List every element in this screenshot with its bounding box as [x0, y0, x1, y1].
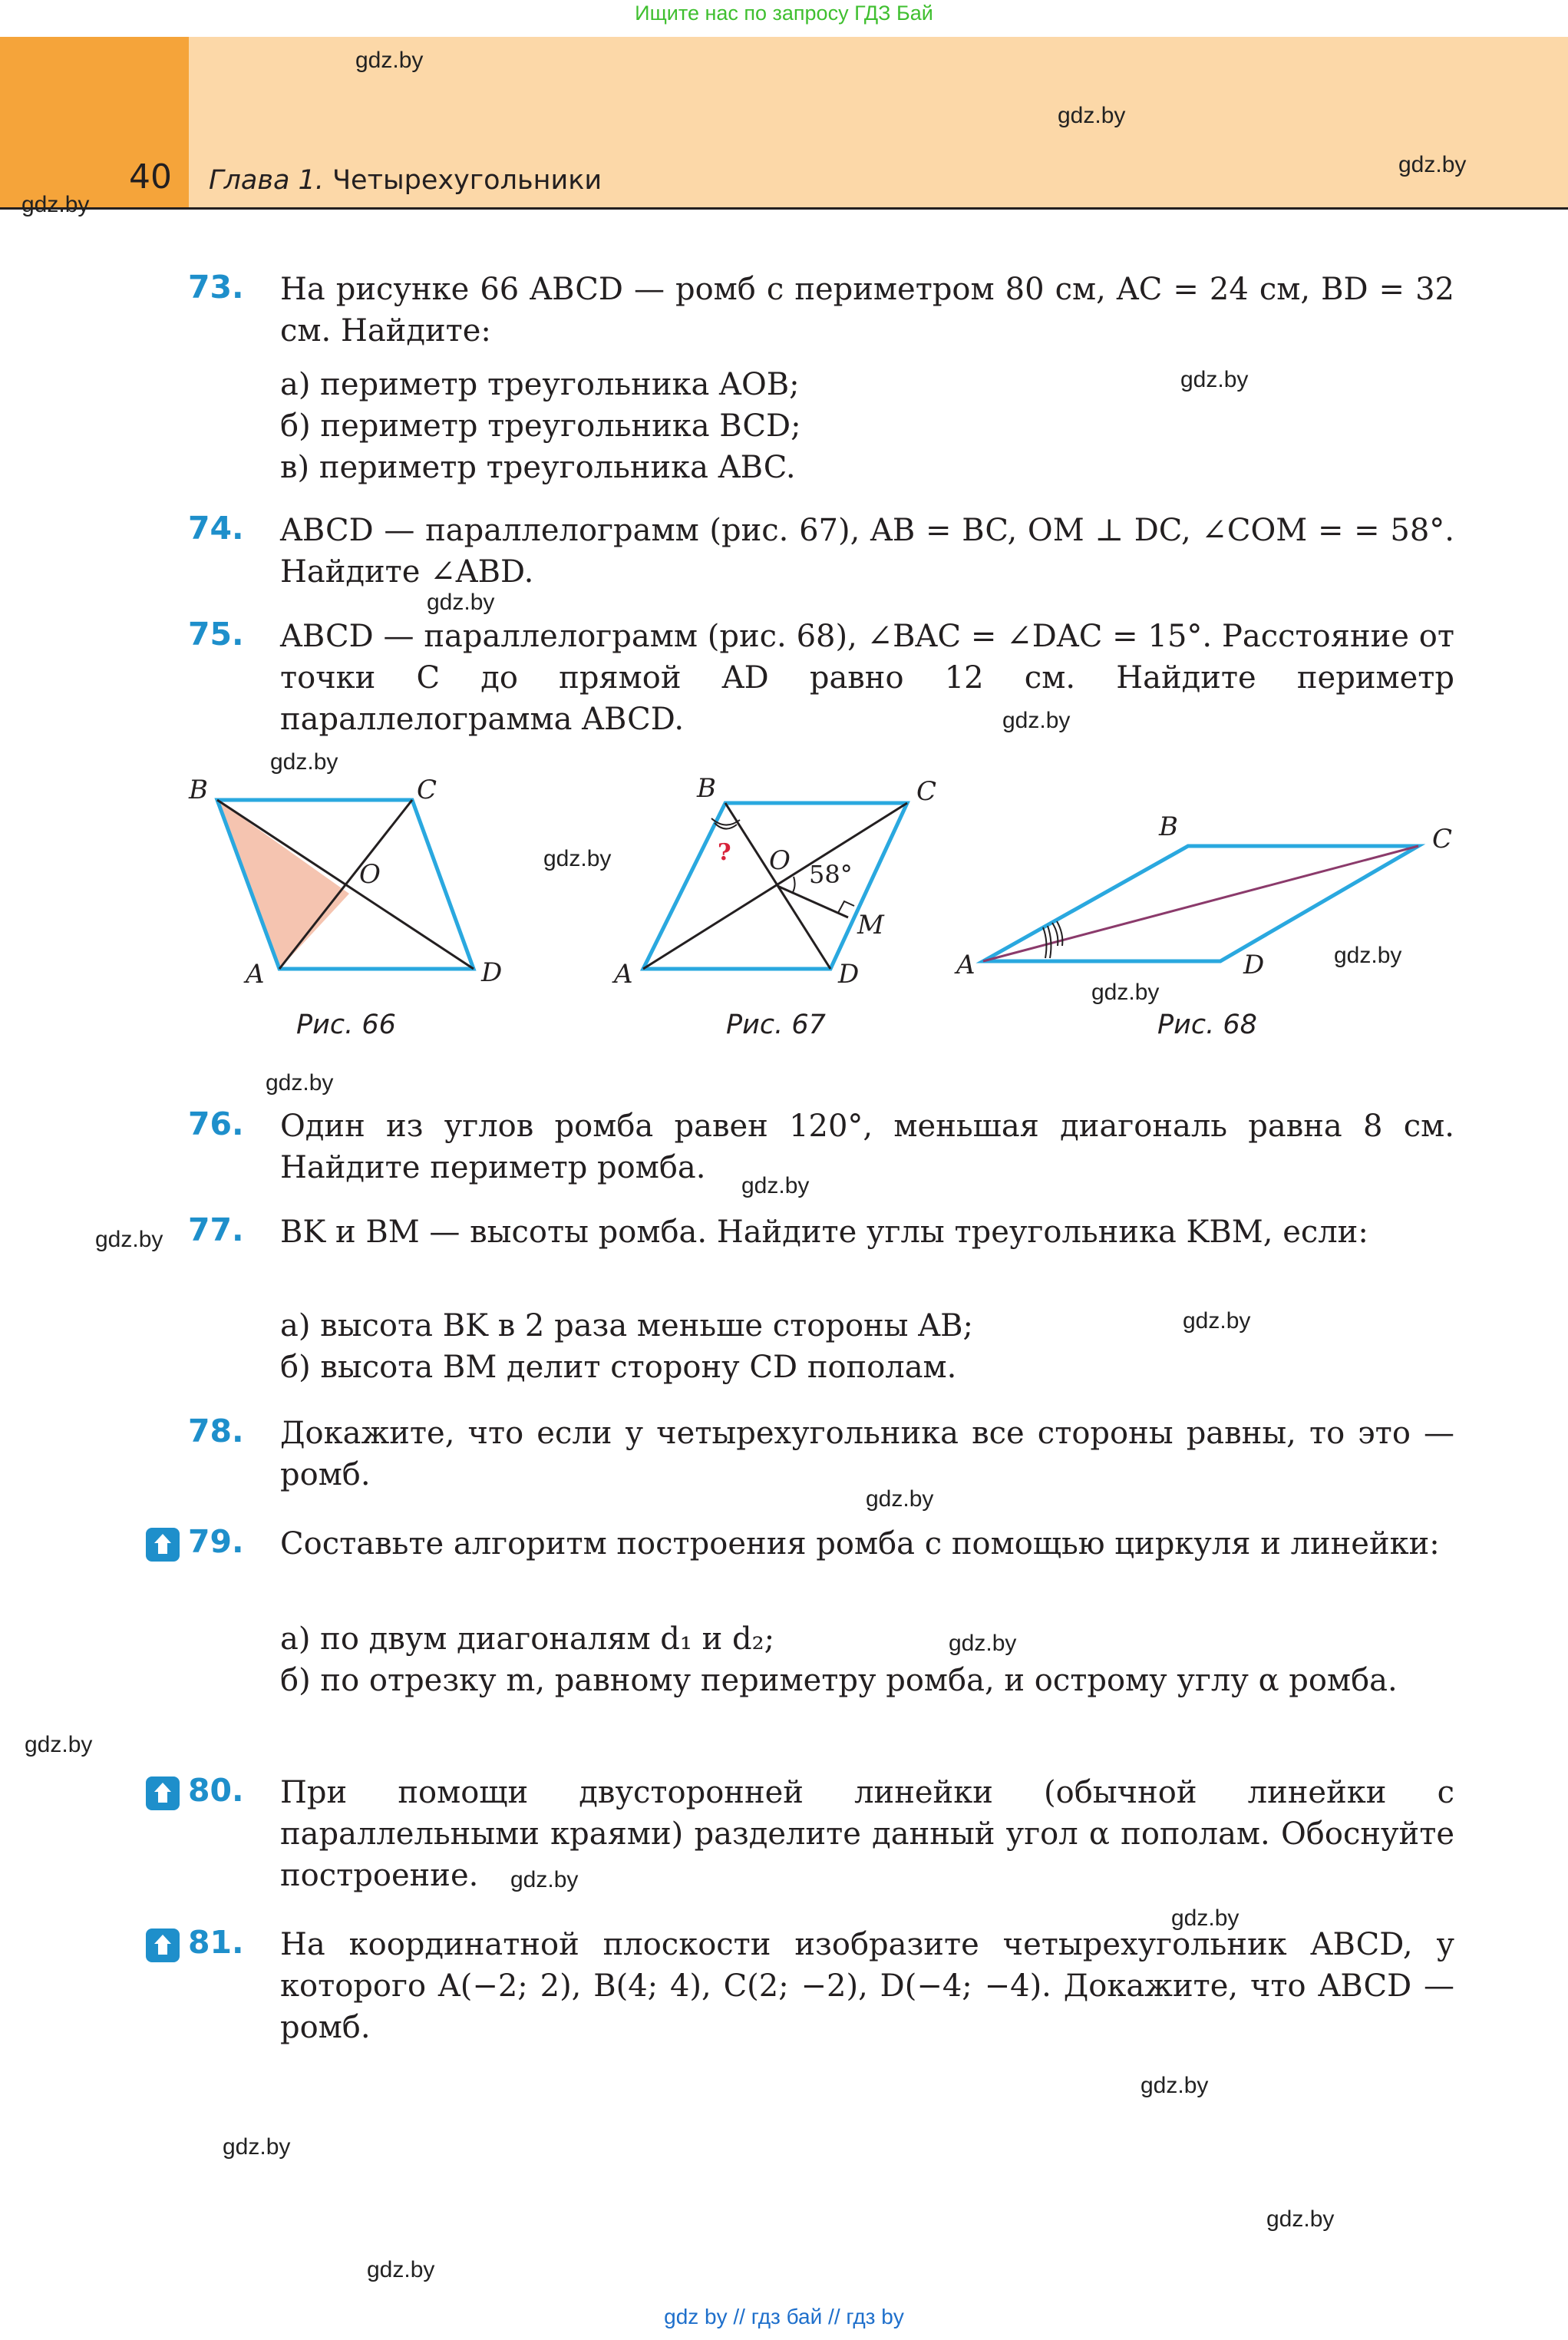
home-icon [146, 1776, 180, 1810]
problem-number: 75. [188, 616, 244, 653]
vertex-label: C [417, 775, 437, 805]
vertex-label: B [697, 773, 716, 804]
problem-number: 73. [188, 269, 244, 306]
watermark: gdz.by [949, 1631, 1017, 1656]
problem-number: 76. [188, 1106, 244, 1142]
figure-66 [188, 775, 502, 990]
watermark: gdz.by [1058, 103, 1126, 128]
header-rule [0, 207, 1568, 210]
problem-text: На координатной плоскости изобразите четырехугольник ABCD, у которого A(−2; 2), B(4; 4), C(2; −2), D(−4; −4). Докажите, что ABCD — ромб. [280, 1927, 1454, 2045]
problem-subitem: а) по двум диагоналям d₁ и d₂; [280, 1621, 775, 1657]
problem-subitem: в) периметр треугольника ABC. [280, 450, 796, 485]
figure-67 [612, 773, 936, 990]
problem-number: 79. [188, 1523, 244, 1560]
watermark: gdz.by [270, 749, 338, 775]
problem-text: BK и BM — высоты ромба. Найдите углы треугольника KBM, если: [280, 1215, 1368, 1250]
watermark: gdz.by [866, 1486, 934, 1512]
problem-subitem: б) высота BM делит сторону CD пополам. [280, 1350, 957, 1385]
page-number: 40 [129, 157, 172, 197]
problem-text: Составьте алгоритм построения ромба с помощью циркуля и линейки: [280, 1526, 1440, 1562]
watermark: gdz.by [1091, 980, 1160, 1005]
angle-arc [1043, 927, 1046, 958]
figure-caption: Рис. 68 [1157, 1010, 1257, 1040]
watermark: gdz.by [21, 192, 90, 217]
angle-arc [1048, 926, 1051, 958]
watermark: gdz.by [1002, 708, 1071, 733]
chapter-name: Четырехугольники [332, 165, 602, 196]
watermark: gdz.by [266, 1070, 334, 1096]
figures-row [0, 760, 1568, 1052]
right-angle-mark [838, 901, 854, 913]
vertex-label: A [246, 959, 265, 990]
angle-arc [792, 877, 795, 894]
watermark: gdz.by [1266, 2206, 1335, 2232]
problem-number: 74. [188, 510, 244, 547]
problem-subitem: б) периметр треугольника BCD; [280, 408, 801, 444]
chapter-label: Глава 1. [209, 165, 324, 196]
watermark: gdz.by [510, 1867, 579, 1892]
watermark: gdz.by [1334, 943, 1402, 968]
shaded-triangle [217, 800, 349, 969]
chapter-title [209, 165, 602, 196]
problem-number: 81. [188, 1924, 244, 1961]
watermark: gdz.by [355, 48, 424, 73]
watermark: gdz.by [223, 2134, 291, 2160]
problem-subitem: б) по отрезку m, равному периметру ромба, и острому углу α ромба. [280, 1663, 1398, 1698]
problem-text: При помощи двусторонней линейки (обычной линейки с параллельными краями) разделите данный угол α пополам. Обоснуйте построение. [280, 1775, 1454, 1893]
watermark: gdz.by [1171, 1905, 1240, 1931]
problem-text: На рисунке 66 ABCD — ромб с периметром 80 см, AC = 24 см, BD = 32 см. Найдите: [280, 272, 1454, 349]
figure-caption: Рис. 66 [296, 1010, 396, 1040]
watermark: gdz.by [1180, 367, 1249, 392]
watermark: gdz.by [1398, 152, 1467, 177]
watermark: gdz.by [741, 1173, 810, 1198]
vertex-label: D [838, 959, 860, 990]
vertex-label: D [1243, 950, 1265, 980]
vertex-label: O [359, 859, 381, 890]
angle-label: 58° [809, 860, 853, 889]
watermark: gdz.by [543, 846, 612, 871]
vertex-label: D [481, 957, 503, 988]
watermark: gdz.by [1183, 1308, 1251, 1334]
figure-caption: Рис. 67 [726, 1010, 826, 1040]
watermark: gdz.by [95, 1227, 163, 1252]
problem-subitem: а) высота BK в 2 раза меньше стороны AB; [280, 1308, 973, 1344]
watermark: gdz.by [25, 1732, 93, 1757]
unknown-angle-mark: ? [718, 839, 731, 866]
problem-text: ABCD — параллелограмм (рис. 68), ∠BAC = ∠DAC = 15°. Расстояние от точки C до прямой AD равно 12 см. Найдите периметр параллелограмма ABCD. [280, 619, 1454, 737]
top-banner: Ищите нас по запросу ГДЗ Бай [635, 2, 933, 25]
vertex-label: B [189, 775, 208, 805]
problem-text: ABCD — параллелограмм (рис. 67), AB = BC, OM ⊥ DC, ∠COM = = 58°. Найдите ∠ABD. [280, 513, 1454, 590]
figure-68 [954, 811, 1452, 980]
vertex-label: B [1159, 811, 1178, 842]
problem-number: 77. [188, 1211, 244, 1248]
diagonal-ac [983, 846, 1418, 961]
home-icon [146, 1528, 180, 1562]
problem-number: 80. [188, 1772, 244, 1809]
watermark: gdz.by [1141, 2073, 1209, 2098]
home-icon [146, 1929, 180, 1962]
vertex-label: A [614, 959, 633, 990]
vertex-label: C [916, 776, 937, 807]
vertex-label: M [857, 910, 884, 940]
problem-text: Один из углов ромба равен 120°, меньшая диагональ равна 8 см. Найдите периметр ромба. [280, 1109, 1454, 1185]
problem-number: 78. [188, 1413, 244, 1449]
vertex-label: O [769, 845, 791, 876]
vertex-label: C [1432, 824, 1453, 854]
problem-subitem: а) периметр треугольника AOB; [280, 367, 800, 402]
footer-links: gdz by // гдз бай // гдз by [664, 2305, 904, 2328]
problem-text: Докажите, что если у четырехугольника все стороны равны, то это — ромб. [280, 1416, 1454, 1492]
vertex-label: A [956, 950, 975, 980]
watermark: gdz.by [367, 2257, 435, 2282]
watermark: gdz.by [427, 590, 495, 615]
